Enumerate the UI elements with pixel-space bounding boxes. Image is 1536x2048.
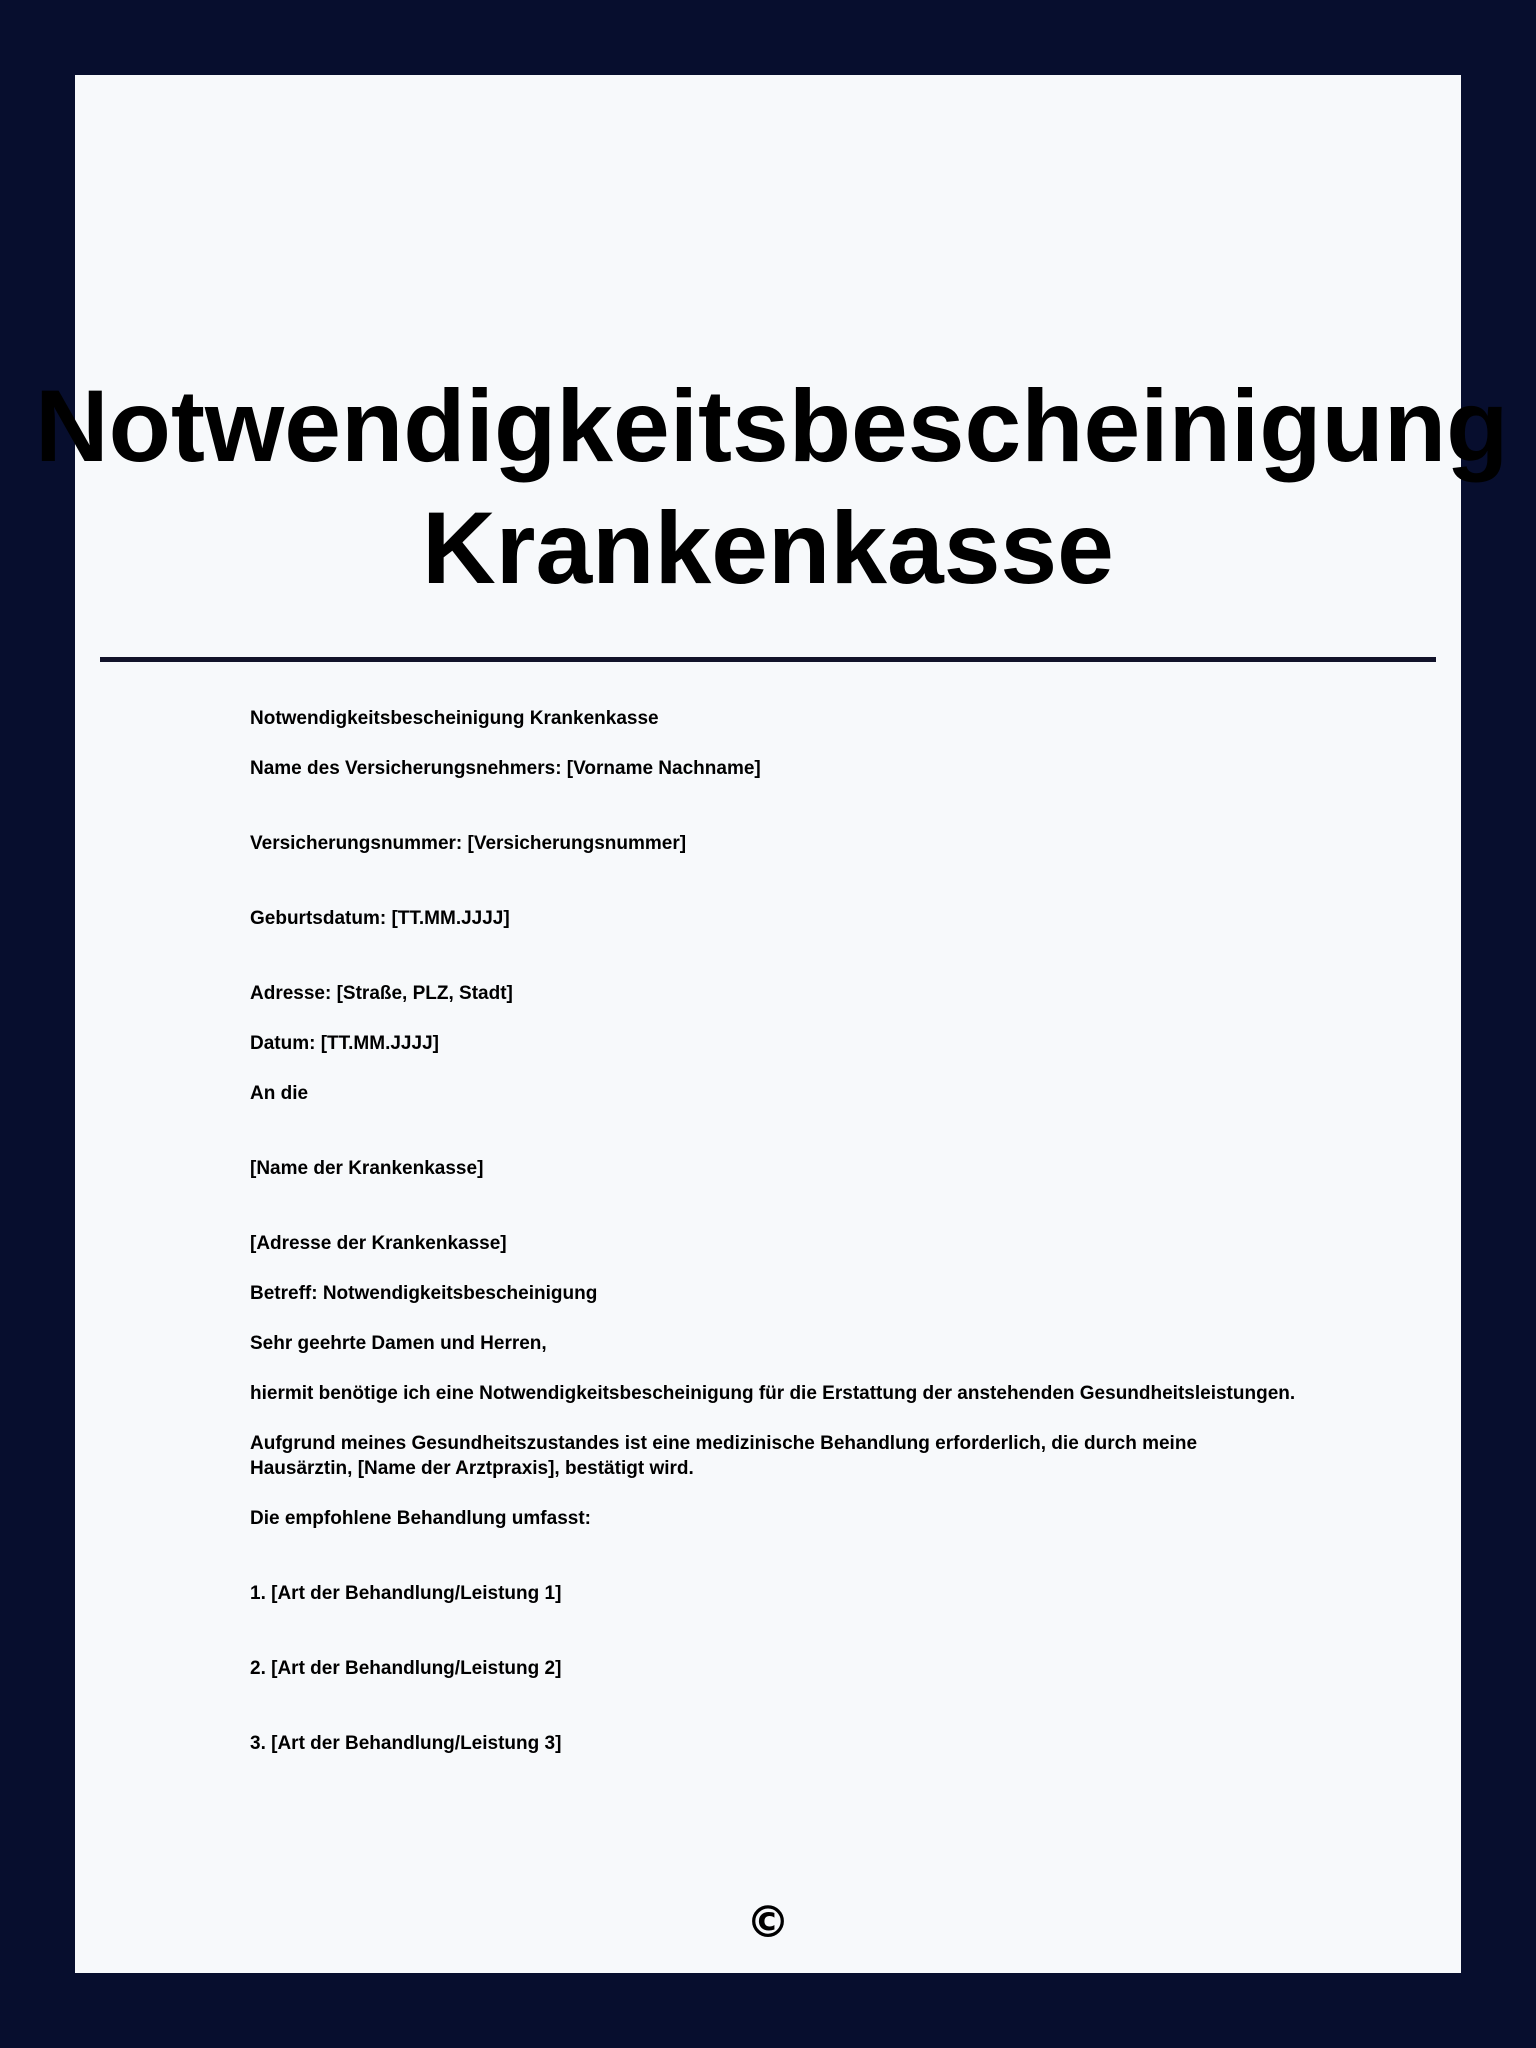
insurance-number-line: Versicherungsnummer: [Versicherungsnummer] (250, 833, 687, 854)
recipient-intro: An die (250, 1083, 309, 1104)
treatment-intro: Die empfohlene Behandlung umfasst: (250, 1508, 591, 1529)
document-title-line-1: Notwendigkeitsbescheinigung (35, 369, 1509, 483)
birth-date-line: Geburtsdatum: [TT.MM.JJJJ] (250, 908, 510, 929)
insurer-name-line: [Name der Krankenkasse] (250, 1158, 484, 1179)
treatment-item-2: 2. [Art der Behandlung/Leistung 2] (250, 1658, 562, 1679)
justification-paragraph: Aufgrund meines Gesundheitszustandes ist eine medizinische Behandlung erforderlich, die durch meine Hausärztin, [Name der Arztpraxis], bestätigt wird. (250, 1433, 1198, 1479)
subject-line: Betreff: Notwendigkeitsbescheinigung (250, 1283, 598, 1304)
request-paragraph: hiermit benötige ich eine Notwendigkeitsbescheinigung für die Erstattung der anstehenden Gesundheitsleistungen. (250, 1383, 1296, 1404)
body-heading: Notwendigkeitsbescheinigung Krankenkasse (250, 708, 659, 729)
document-page (35, 75, 1509, 1973)
address-line: Adresse: [Straße, PLZ, Stadt] (250, 983, 513, 1004)
salutation: Sehr geehrte Damen und Herren, (250, 1333, 547, 1354)
date-line: Datum: [TT.MM.JJJJ] (250, 1033, 439, 1054)
insurer-address-line: [Adresse der Krankenkasse] (250, 1233, 507, 1254)
document-title (35, 365, 1509, 609)
treatment-item-1: 1. [Art der Behandlung/Leistung 1] (250, 1583, 562, 1604)
treatment-item-3: 3. [Art der Behandlung/Leistung 3] (250, 1733, 562, 1754)
document-body (250, 706, 1300, 1781)
insured-name-line: Name des Versicherungsnehmers: [Vorname Nachname] (250, 758, 761, 779)
title-divider (100, 657, 1436, 662)
document-title-line-2: Krankenkasse (422, 491, 1114, 605)
copyright-icon: © (746, 1897, 790, 1948)
